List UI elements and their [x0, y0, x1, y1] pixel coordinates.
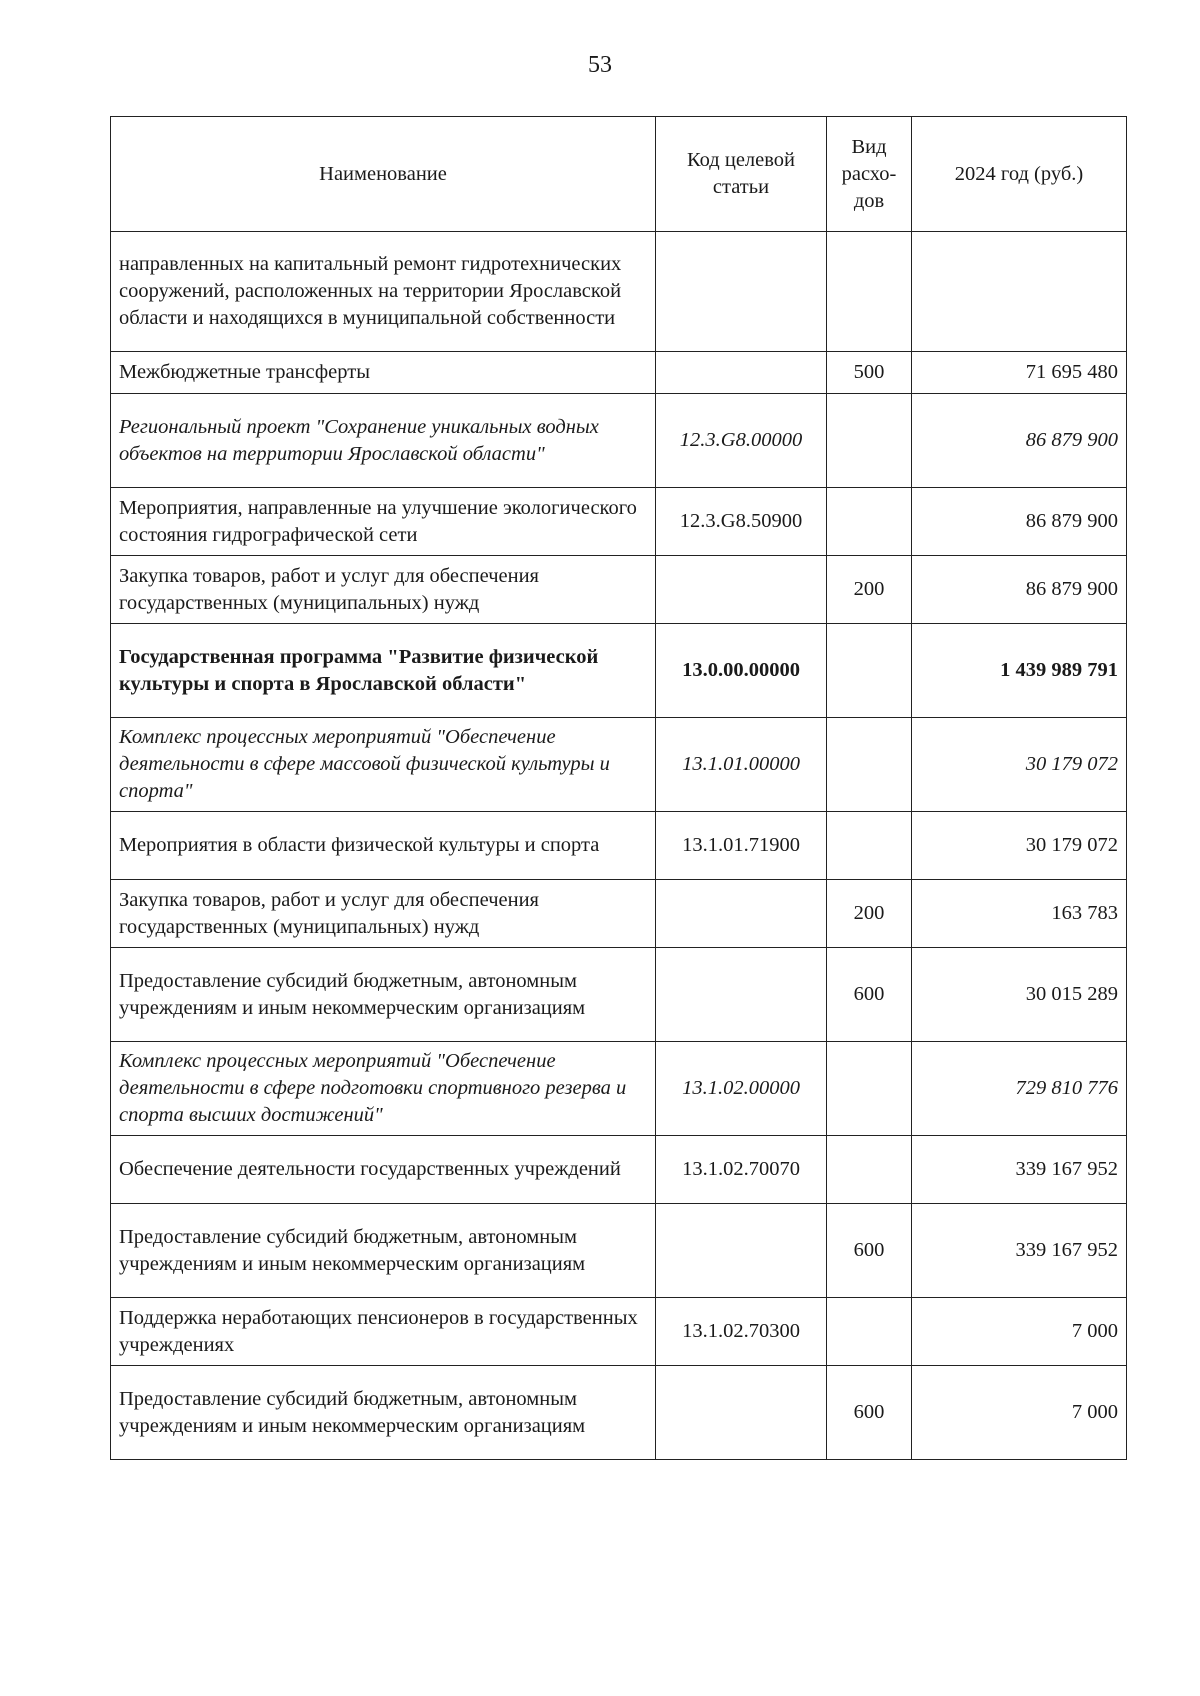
table-row: [111, 352, 1127, 394]
cell-amount: [912, 232, 1127, 352]
cell-name: Комплекс процессных мероприятий "Обеспечение деятельности в сфере подготовки спортивного резерва и спорта высших достижений": [111, 1042, 656, 1136]
cell-amount: 71 695 480: [912, 352, 1127, 394]
cell-name: Закупка товаров, работ и услуг для обеспечения государственных (муниципальных) нужд: [111, 556, 656, 624]
cell-expense-type: [827, 488, 912, 556]
table-row: [111, 1204, 1127, 1298]
cell-name: Предоставление субсидий бюджетным, автономным учреждениям и иным некоммерческим организациям: [111, 1366, 656, 1460]
cell-code: 12.3.G8.50900: [656, 488, 827, 556]
cell-code: 12.3.G8.00000: [656, 394, 827, 488]
cell-name: Региональный проект "Сохранение уникальных водных объектов на территории Ярославской области": [111, 394, 656, 488]
cell-amount: 729 810 776: [912, 1042, 1127, 1136]
table-row: [111, 232, 1127, 352]
cell-name: Предоставление субсидий бюджетным, автономным учреждениям и иным некоммерческим организациям: [111, 1204, 656, 1298]
table-row: [111, 880, 1127, 948]
cell-amount: 1 439 989 791: [912, 624, 1127, 718]
cell-code: [656, 1366, 827, 1460]
table-row: [111, 624, 1127, 718]
header-amount-2024: 2024 год (руб.): [912, 117, 1127, 232]
cell-amount: 7 000: [912, 1298, 1127, 1366]
table-row: [111, 948, 1127, 1042]
cell-amount: 86 879 900: [912, 394, 1127, 488]
cell-name: Комплекс процессных мероприятий "Обеспечение деятельности в сфере массовой физической культуры и спорта": [111, 718, 656, 812]
cell-code: [656, 948, 827, 1042]
cell-amount: 30 015 289: [912, 948, 1127, 1042]
cell-amount: 86 879 900: [912, 556, 1127, 624]
cell-expense-type: [827, 1298, 912, 1366]
cell-amount: 7 000: [912, 1366, 1127, 1460]
cell-amount: 30 179 072: [912, 812, 1127, 880]
cell-code: [656, 556, 827, 624]
table-row: [111, 1298, 1127, 1366]
cell-code: [656, 352, 827, 394]
cell-code: 13.0.00.00000: [656, 624, 827, 718]
cell-name: Межбюджетные трансферты: [111, 352, 656, 394]
table-body: [111, 232, 1127, 1460]
cell-expense-type: 600: [827, 1366, 912, 1460]
header-name: Наименование: [111, 117, 656, 232]
cell-name: Мероприятия в области физической культуры и спорта: [111, 812, 656, 880]
cell-code: 13.1.01.00000: [656, 718, 827, 812]
table-row: [111, 1366, 1127, 1460]
cell-amount: 339 167 952: [912, 1204, 1127, 1298]
table-row: [111, 718, 1127, 812]
cell-code: 13.1.02.70300: [656, 1298, 827, 1366]
table-row: [111, 1136, 1127, 1204]
cell-expense-type: 600: [827, 948, 912, 1042]
cell-expense-type: [827, 394, 912, 488]
cell-amount: 86 879 900: [912, 488, 1127, 556]
cell-amount: 30 179 072: [912, 718, 1127, 812]
cell-name: Предоставление субсидий бюджетным, автономным учреждениям и иным некоммерческим организациям: [111, 948, 656, 1042]
table-row: [111, 1042, 1127, 1136]
cell-code: [656, 232, 827, 352]
cell-name: направленных на капитальный ремонт гидротехнических сооружений, расположенных на территории Ярославской области и находящихся в муниципальной собственности: [111, 232, 656, 352]
budget-table: [110, 116, 1127, 1460]
cell-code: 13.1.02.70070: [656, 1136, 827, 1204]
cell-code: [656, 880, 827, 948]
cell-expense-type: 600: [827, 1204, 912, 1298]
header-code: Код целевой статьи: [656, 117, 827, 232]
cell-expense-type: [827, 232, 912, 352]
cell-amount: 339 167 952: [912, 1136, 1127, 1204]
cell-code: 13.1.02.00000: [656, 1042, 827, 1136]
cell-expense-type: [827, 624, 912, 718]
header-expense-type: Вид расхо-дов: [827, 117, 912, 232]
table-row: [111, 394, 1127, 488]
table-row: [111, 488, 1127, 556]
cell-code: [656, 1204, 827, 1298]
cell-expense-type: [827, 1136, 912, 1204]
cell-expense-type: 500: [827, 352, 912, 394]
cell-name: Поддержка неработающих пенсионеров в государственных учреждениях: [111, 1298, 656, 1366]
cell-name: Государственная программа "Развитие физической культуры и спорта в Ярославской области": [111, 624, 656, 718]
cell-expense-type: 200: [827, 880, 912, 948]
cell-expense-type: [827, 812, 912, 880]
cell-code: 13.1.01.71900: [656, 812, 827, 880]
cell-expense-type: [827, 1042, 912, 1136]
cell-name: Закупка товаров, работ и услуг для обеспечения государственных (муниципальных) нужд: [111, 880, 656, 948]
cell-expense-type: 200: [827, 556, 912, 624]
cell-expense-type: [827, 718, 912, 812]
table-row: [111, 812, 1127, 880]
cell-amount: 163 783: [912, 880, 1127, 948]
page-number: 53: [588, 52, 612, 78]
table-row: [111, 556, 1127, 624]
table-header-row: [111, 117, 1127, 232]
cell-name: Мероприятия, направленные на улучшение экологического состояния гидрографической сети: [111, 488, 656, 556]
cell-name: Обеспечение деятельности государственных учреждений: [111, 1136, 656, 1204]
